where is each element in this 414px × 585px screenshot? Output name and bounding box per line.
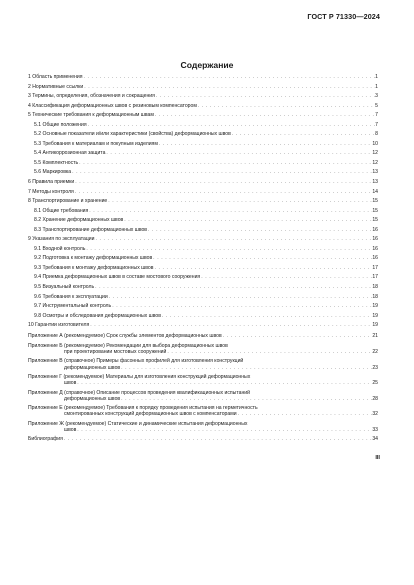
dot-leader — [71, 168, 372, 178]
toc-title: Содержание — [180, 60, 234, 70]
dot-leader — [231, 130, 375, 140]
toc-entry-title: 9.7 Инструментальный контроль — [34, 303, 112, 310]
toc-entry-title: 5.6 Маркировка — [34, 169, 72, 176]
toc-entry-page: 7 — [375, 121, 378, 128]
annex-title-continuation: швов — [64, 380, 77, 387]
toc-subentry[interactable] — [28, 273, 378, 283]
annex-title: Приложение Е (рекомендуемое) Требования к порядку проведения испытания на герметичность — [28, 405, 258, 412]
toc-entry-page: 10 — [372, 140, 378, 147]
toc-entry[interactable] — [28, 92, 378, 102]
toc-subentry[interactable] — [28, 254, 378, 264]
dot-leader — [166, 349, 372, 355]
dot-leader — [94, 283, 372, 293]
toc-annex[interactable] — [28, 420, 378, 436]
toc-annex[interactable] — [28, 332, 378, 342]
toc-entry-page: 12 — [372, 150, 378, 157]
dot-leader — [87, 121, 376, 131]
annex-page: 32 — [372, 411, 378, 418]
toc-entry-title: 9.2 Подготовка к монтажу деформационных швов — [34, 255, 153, 262]
annex-title: Приложение Б (рекомендуемое) Рекомендации для выбора деформационных швов — [28, 342, 228, 349]
dot-leader — [74, 188, 373, 198]
dot-leader — [155, 92, 375, 102]
toc-entry-page: 13 — [372, 179, 378, 186]
toc-entry-page: 15 — [372, 207, 378, 214]
annex-title: Приложение Д (справочное) Описание процессов проведения квалификационных испытаний — [28, 389, 250, 396]
toc-entry-title: 8.3 Транспортирование деформационных швов — [34, 226, 148, 233]
toc-entry-page: 15 — [372, 217, 378, 224]
table-of-contents — [28, 73, 378, 445]
toc-entry-title: 6 Правила приемки — [28, 179, 75, 186]
toc-entry[interactable] — [28, 102, 378, 112]
toc-entry-page: 16 — [372, 236, 378, 243]
dot-leader — [83, 73, 376, 83]
toc-bibliography[interactable] — [28, 435, 378, 445]
annex-title: Приложение Г (рекомендуемое) Материалы для изготовления конструкций деформационных — [28, 374, 251, 380]
toc-subentry[interactable] — [28, 312, 378, 322]
toc-subentry[interactable] — [28, 293, 378, 303]
dot-leader — [83, 83, 375, 93]
toc-entry-title: 5.5 Комплектность — [34, 159, 79, 166]
dot-leader — [85, 245, 372, 255]
dot-leader — [88, 207, 372, 217]
annex-title: Приложение Ж (рекомендуемое) Статические и динамические испытания деформационных — [28, 420, 248, 427]
toc-subentry[interactable] — [28, 159, 378, 169]
toc-subentry[interactable] — [28, 207, 378, 217]
toc-entry-page: 12 — [372, 159, 378, 166]
annex-page: 23 — [372, 364, 378, 371]
toc-subentry[interactable] — [28, 149, 378, 159]
toc-subentry[interactable] — [28, 121, 378, 131]
annex-page: 21 — [372, 333, 378, 340]
dot-leader — [161, 312, 372, 322]
dot-leader — [222, 332, 373, 342]
toc-entry-title: 9.5 Визуальный контроль — [34, 284, 95, 291]
toc-entry-page: 3 — [375, 93, 378, 100]
dot-leader — [120, 396, 372, 402]
dot-leader — [78, 159, 372, 169]
annex-title-continuation: при проектировании мостовых сооружений — [64, 349, 167, 356]
toc-entry-title: 5.3 Требования к материалам и покупным изделиям — [34, 140, 158, 147]
toc-entry-page: 16 — [372, 226, 378, 233]
toc-entry-page: 19 — [372, 322, 378, 329]
toc-subentry[interactable] — [28, 283, 378, 293]
toc-subentry[interactable] — [28, 226, 378, 236]
dot-leader — [200, 273, 372, 283]
toc-entry-page: 14 — [372, 188, 378, 195]
toc-entry[interactable] — [28, 235, 378, 245]
toc-annex[interactable] — [28, 404, 378, 420]
dot-leader — [197, 102, 375, 112]
toc-subentry[interactable] — [28, 245, 378, 255]
toc-subentry[interactable] — [28, 130, 378, 140]
dot-leader — [237, 411, 373, 417]
toc-subentry[interactable] — [28, 216, 378, 226]
toc-entry-page: 17 — [372, 274, 378, 281]
dot-leader — [76, 380, 372, 386]
dot-leader — [105, 149, 372, 159]
dot-leader — [152, 254, 372, 264]
toc-entry-page: 19 — [372, 303, 378, 310]
toc-entry-title: 9.1 Входной контроль — [34, 245, 86, 252]
dot-leader — [76, 427, 372, 433]
dot-leader — [153, 264, 372, 274]
dot-leader — [94, 235, 372, 245]
toc-entry-title: 7 Методы контроля — [28, 188, 74, 195]
toc-entry-title: 9.3 Требования к монтажу деформационных швов — [34, 264, 154, 271]
toc-subentry[interactable] — [28, 168, 378, 178]
dot-leader — [123, 216, 372, 226]
toc-entry-title: 8.1 Общие требования — [34, 207, 89, 214]
toc-entry-page: 16 — [372, 245, 378, 252]
dot-leader — [147, 226, 372, 236]
dot-leader — [158, 140, 373, 150]
toc-annex[interactable] — [28, 342, 378, 358]
document-code: ГОСТ Р 71330—2024 — [307, 12, 380, 21]
toc-entry-title: 8 Транспортирование и хранение — [28, 198, 108, 205]
dot-leader — [107, 197, 372, 207]
toc-entry-title: 9.4 Приемка деформационных швов в составе мостового сооружения — [34, 274, 201, 281]
annex-title-continuation: деформационных швов — [64, 364, 121, 371]
toc-entry-title: 5.1 Общие положения — [34, 121, 87, 128]
toc-subentry[interactable] — [28, 302, 378, 312]
page-number: III — [375, 455, 380, 461]
toc-entry-page: 13 — [372, 169, 378, 176]
toc-entry-page: 15 — [372, 198, 378, 205]
bibliography-title: Библиография — [28, 436, 63, 443]
toc-entry-title: 5 Технические требования к деформационным швам — [28, 112, 154, 119]
toc-entry-title: 3 Термины, определения, обозначения и сокращения — [28, 93, 155, 100]
toc-entry-title: 9.8 Осмотры и обследования деформационных швов — [34, 312, 161, 319]
annex-title-continuation: деформационных швов — [64, 395, 121, 402]
toc-entry-page: 8 — [375, 131, 378, 138]
toc-entry-page: 19 — [372, 312, 378, 319]
annex-page: 25 — [372, 380, 378, 387]
toc-entry-title: 9.6 Требования к эксплуатации — [34, 293, 108, 300]
annex-page: 22 — [372, 349, 378, 356]
dot-leader — [154, 111, 375, 121]
annex-title-continuation: смонтированных конструкций деформационных швов с компенсаторами — [64, 411, 237, 418]
annex-title: Приложение А (рекомендуемое) Срок службы элементов деформационных швов — [28, 333, 222, 340]
annex-title: Приложение В (справочное) Примеры фасонных профилей для изготовления конструкций — [28, 358, 244, 365]
annex-page: 28 — [372, 395, 378, 402]
toc-entry-title: 9 Указания по эксплуатации — [28, 236, 95, 243]
toc-annex[interactable] — [28, 373, 378, 389]
dot-leader — [120, 365, 372, 371]
toc-entry-page: 18 — [372, 284, 378, 291]
toc-entry[interactable] — [28, 83, 378, 93]
toc-entry-title: 8.2 Хранение деформационных швов — [34, 217, 124, 224]
annex-page: 33 — [372, 427, 378, 434]
toc-entry-page: 1 — [375, 74, 378, 80]
toc-entry-page: 1 — [375, 83, 378, 90]
toc-entry-title: 5.4 Антикоррозионная защита — [34, 150, 106, 157]
dot-leader — [89, 321, 372, 331]
toc-entry-title: 4 Классификация деформационных швов с резиновым компенсатором — [28, 102, 197, 109]
toc-annex[interactable] — [28, 389, 378, 405]
toc-entry[interactable] — [28, 197, 378, 207]
dot-leader — [111, 302, 372, 312]
toc-entry[interactable] — [28, 188, 378, 198]
bibliography-page: 34 — [372, 436, 378, 443]
toc-entry-page: 16 — [372, 255, 378, 262]
toc-entry[interactable] — [28, 321, 378, 331]
dot-leader — [74, 178, 372, 188]
toc-entry[interactable] — [28, 111, 378, 121]
toc-entry-page: 5 — [375, 102, 378, 109]
toc-entry-page: 7 — [375, 112, 378, 119]
annex-title-continuation: швов — [64, 427, 77, 434]
toc-subentry[interactable] — [28, 264, 378, 274]
dot-leader — [108, 293, 373, 303]
toc-entry[interactable] — [28, 178, 378, 188]
toc-subentry[interactable] — [28, 140, 378, 150]
toc-annex[interactable] — [28, 357, 378, 373]
dot-leader — [63, 435, 372, 445]
toc-entry-title: 10 Гарантии изготовителя — [28, 322, 90, 329]
toc-entry-title: 1 Область применения — [28, 74, 83, 80]
toc-entry[interactable] — [28, 73, 378, 83]
toc-entry-title: 2 Нормативные ссылки — [28, 83, 84, 90]
toc-entry-title: 5.2 Основные показатели и/или характеристики (свойства) деформационных швов — [34, 131, 231, 138]
toc-entry-page: 17 — [372, 264, 378, 271]
toc-entry-page: 18 — [372, 293, 378, 300]
